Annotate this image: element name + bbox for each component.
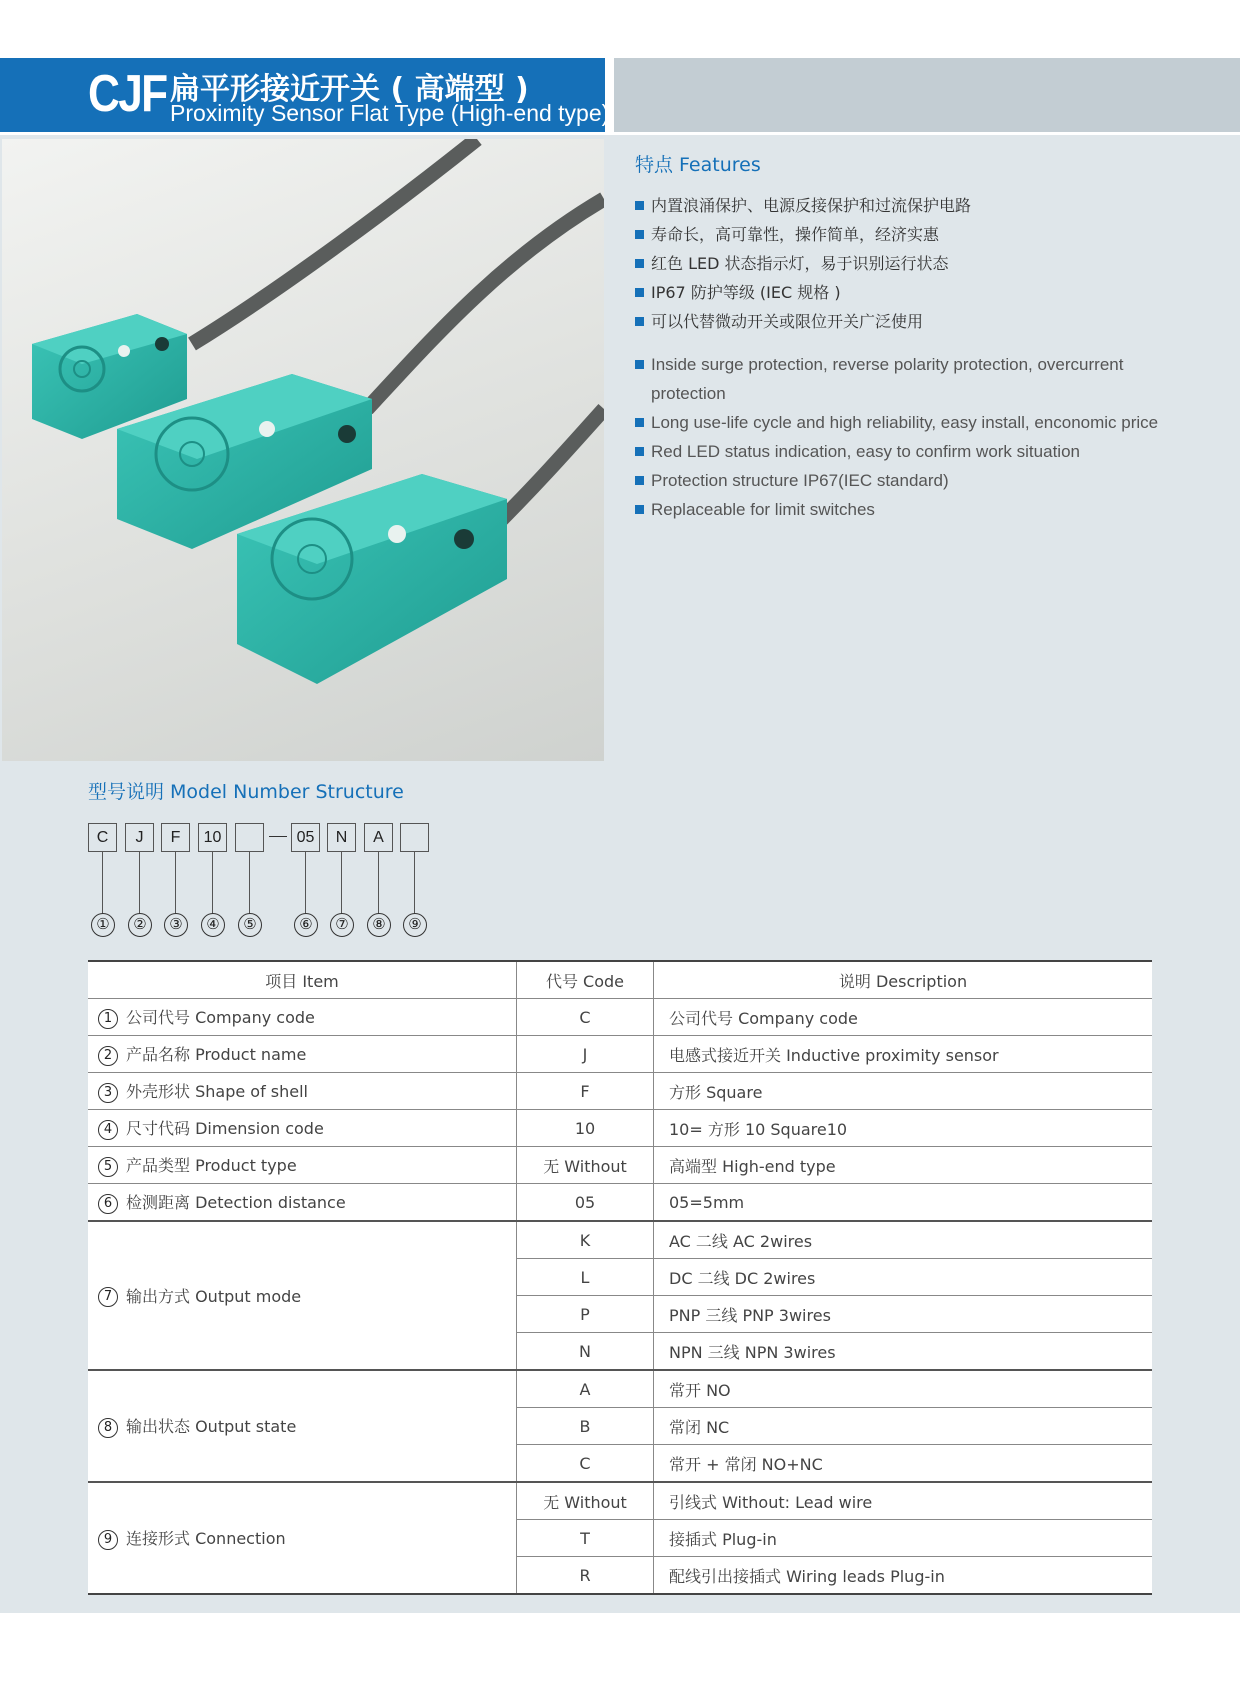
header-item: 项目 Item (88, 961, 517, 999)
item-cell: 6 检测距离 Detection distance (88, 1184, 517, 1222)
header-description: 说明 Description (654, 961, 1153, 999)
table-row (88, 999, 1152, 1036)
bullet-square-icon (635, 259, 644, 268)
desc-cell: 常开 + 常闭 NO+NC (654, 1445, 1153, 1483)
table-row (88, 1147, 1152, 1184)
code-cell: P (517, 1296, 654, 1333)
features-section (635, 150, 1195, 524)
code-cell: 05 (517, 1184, 654, 1222)
item-cell: 1 公司代号 Company code (88, 999, 517, 1036)
desc-cell: DC 二线 DC 2wires (654, 1259, 1153, 1296)
feature-item: Red LED status indication, easy to confirm work situation (635, 437, 1195, 466)
bullet-square-icon (635, 418, 644, 427)
code-cell: L (517, 1259, 654, 1296)
header-gray-band (614, 58, 1240, 132)
item-number: 2 (98, 1046, 118, 1066)
code-cell: 无 Without (517, 1147, 654, 1184)
table-row (88, 1073, 1152, 1110)
table-header-row (88, 961, 1152, 999)
model-number-8: ⑧ (367, 913, 391, 937)
title-chinese: 扁平形接近开关 ( 高端型 ) (170, 72, 529, 107)
desc-cell: 方形 Square (654, 1073, 1153, 1110)
desc-cell: 高端型 High-end type (654, 1147, 1153, 1184)
feature-item: 红色 LED 状态指示灯，易于识别运行状态 (635, 249, 1195, 278)
desc-cell: 公司代号 Company code (654, 999, 1153, 1036)
model-box-4: 10 (198, 823, 227, 852)
item-number: 5 (98, 1157, 118, 1177)
model-box-7: N (327, 823, 356, 852)
item-number: 3 (98, 1083, 118, 1103)
desc-cell: 引线式 Without: Lead wire (654, 1482, 1153, 1520)
code-cell: N (517, 1333, 654, 1371)
features-title: 特点 Features (635, 154, 761, 176)
model-connector (305, 852, 306, 914)
model-connector (414, 852, 415, 914)
code-cell: J (517, 1036, 654, 1073)
item-cell: 7 输出方式 Output mode (88, 1221, 517, 1370)
code-cell: 10 (517, 1110, 654, 1147)
model-box-2: J (125, 823, 154, 852)
features-en-list (635, 350, 1195, 524)
desc-cell: PNP 三线 PNP 3wires (654, 1296, 1153, 1333)
table-row (88, 1482, 1152, 1520)
desc-cell: 配线引出接插式 Wiring leads Plug-in (654, 1557, 1153, 1595)
bullet-square-icon (635, 360, 644, 369)
code-cell: K (517, 1221, 654, 1259)
item-number: 6 (98, 1194, 118, 1214)
item-number: 1 (98, 1009, 118, 1029)
model-number-1: ① (91, 913, 115, 937)
item-cell: 5 产品类型 Product type (88, 1147, 517, 1184)
bullet-square-icon (635, 288, 644, 297)
code-cell: B (517, 1408, 654, 1445)
model-box-1: C (88, 823, 117, 852)
model-number-5: ⑤ (238, 913, 262, 937)
feature-item: Long use-life cycle and high reliability, easy install, enconomic price (635, 408, 1195, 437)
desc-cell: NPN 三线 NPN 3wires (654, 1333, 1153, 1371)
product-code: CJF (88, 65, 167, 123)
bullet-square-icon (635, 201, 644, 210)
cable-3 (497, 409, 604, 524)
item-cell: 3 外壳形状 Shape of shell (88, 1073, 517, 1110)
model-number-3: ③ (164, 913, 188, 937)
feature-item: 可以代替微动开关或限位开关广泛使用 (635, 307, 1195, 336)
bullet-square-icon (635, 476, 644, 485)
desc-cell: 常闭 NC (654, 1408, 1153, 1445)
item-number: 8 (98, 1418, 118, 1438)
model-box-3: F (161, 823, 190, 852)
feature-item: Protection structure IP67(IEC standard) (635, 466, 1195, 495)
table-row (88, 1221, 1152, 1259)
code-cell: C (517, 1445, 654, 1483)
item-number: 9 (98, 1530, 118, 1550)
code-cell: A (517, 1370, 654, 1408)
model-number-9: ⑨ (403, 913, 427, 937)
desc-cell: 05=5mm (654, 1184, 1153, 1222)
item-cell: 2 产品名称 Product name (88, 1036, 517, 1073)
feature-item: IP67 防护等级 (IEC 规格 ) (635, 278, 1195, 307)
code-cell: 无 Without (517, 1482, 654, 1520)
table-row (88, 1370, 1152, 1408)
desc-cell: 10= 方形 10 Square10 (654, 1110, 1153, 1147)
code-cell: F (517, 1073, 654, 1110)
cable-2 (367, 199, 604, 409)
title-english: Proximity Sensor Flat Type (High-end type) (170, 100, 610, 126)
item-cell: 4 尺寸代码 Dimension code (88, 1110, 517, 1147)
cable-1 (192, 139, 477, 344)
desc-cell: 电感式接近开关 Inductive proximity sensor (654, 1036, 1153, 1073)
bullet-square-icon (635, 230, 644, 239)
table-row (88, 1036, 1152, 1073)
bullet-square-icon (635, 505, 644, 514)
features-cn-list (635, 191, 1195, 336)
item-cell: 8 输出状态 Output state (88, 1370, 517, 1482)
code-cell: T (517, 1520, 654, 1557)
model-spec-table (88, 960, 1152, 1595)
desc-cell: 常开 NO (654, 1370, 1153, 1408)
model-box-9 (400, 823, 429, 852)
model-dash (269, 836, 287, 837)
model-number-4: ④ (201, 913, 225, 937)
desc-cell: AC 二线 AC 2wires (654, 1221, 1153, 1259)
model-connector (102, 852, 103, 914)
sensor-illustration (2, 139, 604, 761)
item-number: 4 (98, 1120, 118, 1140)
table-row (88, 1184, 1152, 1222)
model-box-5 (235, 823, 264, 852)
model-connector (212, 852, 213, 914)
model-connector (249, 852, 250, 914)
model-number-2: ② (128, 913, 152, 937)
bullet-square-icon (635, 317, 644, 326)
feature-item: Replaceable for limit switches (635, 495, 1195, 524)
model-number-7: ⑦ (330, 913, 354, 937)
bullet-square-icon (635, 447, 644, 456)
model-connector (139, 852, 140, 914)
feature-item: 寿命长，高可靠性，操作简单，经济实惠 (635, 220, 1195, 249)
model-connector (175, 852, 176, 914)
header-divider (0, 132, 1240, 135)
code-cell: R (517, 1557, 654, 1595)
header-code: 代号 Code (517, 961, 654, 999)
code-cell: C (517, 999, 654, 1036)
model-box-6: 05 (291, 823, 320, 852)
model-number-6: ⑥ (294, 913, 318, 937)
desc-cell: 接插式 Plug-in (654, 1520, 1153, 1557)
item-cell: 9 连接形式 Connection (88, 1482, 517, 1594)
model-structure-title: 型号说明 Model Number Structure (88, 781, 404, 803)
model-box-8: A (364, 823, 393, 852)
feature-item: Inside surge protection, reverse polarity protection, overcurrent protection (635, 350, 1195, 408)
model-connector (378, 852, 379, 914)
model-connector (341, 852, 342, 914)
feature-item: 内置浪涌保护、电源反接保护和过流保护电路 (635, 191, 1195, 220)
product-photo (2, 139, 604, 761)
table-row (88, 1110, 1152, 1147)
item-number: 7 (98, 1287, 118, 1307)
